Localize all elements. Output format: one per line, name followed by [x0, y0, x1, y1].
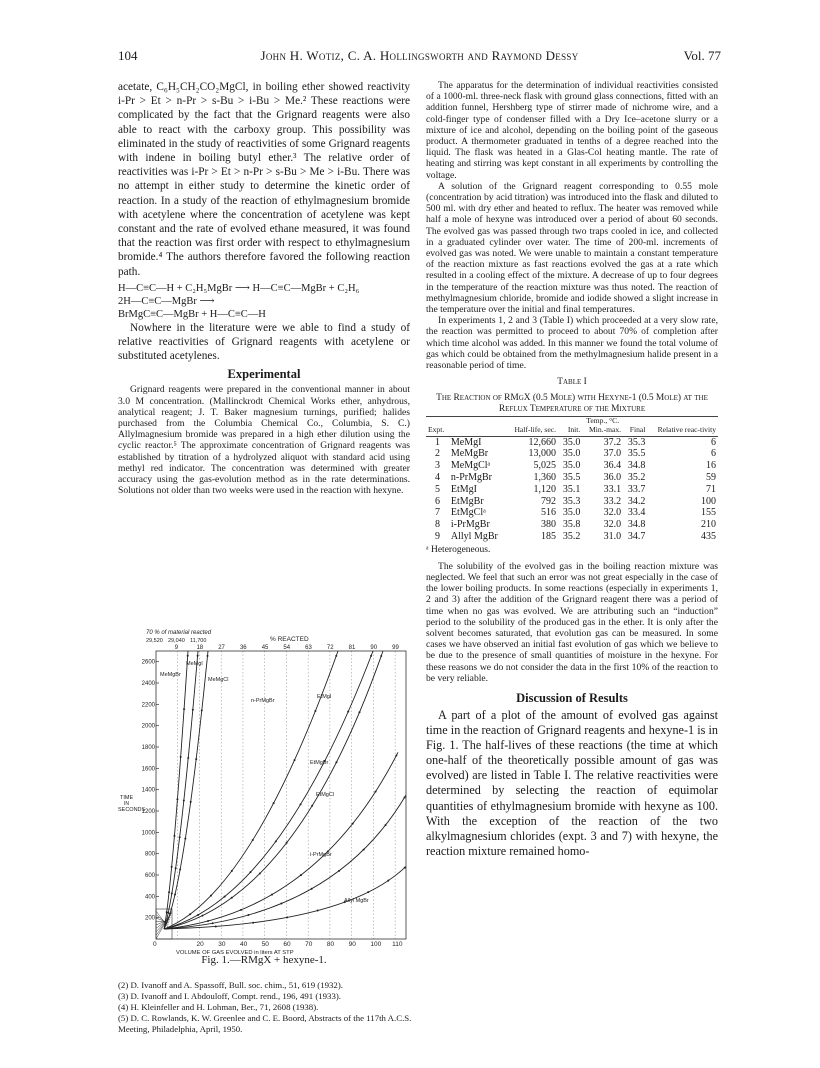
- table-cell: 37.2: [603, 436, 622, 448]
- table-cell: 33.4: [627, 507, 646, 519]
- th-min-max: Min.-max.: [589, 425, 622, 435]
- data-point: [210, 895, 212, 897]
- curve-label: EtMgI: [317, 694, 332, 700]
- data-point: [240, 909, 242, 911]
- data-point: [231, 897, 233, 899]
- fig-y-label-1: TIME: [120, 795, 134, 801]
- data-point: [175, 867, 177, 869]
- data-point: [380, 655, 382, 657]
- y-tick-label: 2200: [141, 702, 155, 709]
- reacted-tick-label: 99: [392, 645, 399, 651]
- experimental-heading: Experimental: [227, 367, 301, 382]
- figure-1-plot: [118, 624, 410, 959]
- data-point: [189, 913, 191, 915]
- data-point: [404, 867, 406, 869]
- x-tick-label: 50: [261, 941, 269, 948]
- table-cell: MeMgClᵃ: [450, 460, 491, 472]
- table-cell: 35.0: [562, 507, 581, 519]
- data-point: [335, 761, 337, 763]
- table-cell: EtMgBr: [450, 495, 484, 507]
- reacted-tick-label: 63: [305, 645, 312, 651]
- table-cell: 71: [706, 483, 716, 495]
- table-cell: 36.0: [603, 471, 622, 483]
- fig-y-label-3: SECONDS: [118, 807, 146, 813]
- y-tick-label: 1800: [141, 745, 155, 751]
- fig-y-label-2: IN: [124, 801, 129, 807]
- th-temp: Temp., °C.: [586, 415, 620, 425]
- table-cell: 6: [711, 448, 716, 460]
- reference-3: (3) D. Ivanoff and I. Abdouloff, Compt. rend., 196, 491 (1933).: [118, 991, 341, 1001]
- data-point: [207, 920, 209, 922]
- x-tick-label: 20: [196, 941, 204, 948]
- table-cell: Allyl MgBr: [450, 530, 498, 542]
- table-cell: 380: [541, 519, 556, 531]
- y-tick-label: 2600: [141, 659, 155, 666]
- data-point: [197, 655, 199, 657]
- data-point: [352, 823, 354, 825]
- curve-MeMgBr: [164, 651, 188, 929]
- table-cell: 59: [706, 471, 716, 483]
- x-tick-label: 30: [218, 941, 226, 948]
- data-point: [212, 922, 214, 924]
- y-tick-label: 1600: [141, 766, 155, 773]
- curve-Allyl MgBr: [164, 866, 406, 929]
- th-half-life: Half-life, sec.: [514, 425, 556, 435]
- table-cell: 155: [701, 507, 716, 519]
- table-cell: 185: [541, 530, 556, 542]
- curve-EtMgI: [164, 651, 373, 929]
- table-cell: 34.2: [627, 495, 646, 507]
- data-point: [370, 655, 372, 657]
- table-caption: The Reaction of RMgX (0.5 Mole) with Hexyne-1 (0.5 Mole) at the Reflux Temperature of the Mixture: [436, 392, 708, 415]
- reference-5: (5) D. C. Rowlands, K. W. Greenlee and C. E. Boord, Abstracts of the 117th A.C.S. Meeting, Philadelphia, April, 1950.: [118, 1013, 412, 1034]
- reacted-tick-label: 72: [326, 645, 334, 651]
- table-cell: 35.0: [562, 460, 581, 472]
- data-point: [311, 805, 313, 807]
- fig-top-value-1: 29,520: [146, 638, 163, 644]
- curve-label: i-PrMgBr: [310, 852, 332, 858]
- page-header: [118, 48, 721, 66]
- left-column: [118, 80, 410, 496]
- table-cell: 33.7: [627, 483, 646, 495]
- curve-n-PrMgBr: [164, 651, 338, 929]
- curve-MeMgCl: [164, 651, 208, 929]
- table-cell: 5,025: [533, 460, 556, 472]
- y-tick-label: 2000: [141, 723, 155, 730]
- table-cell: 1: [434, 436, 440, 448]
- table-title: Table I: [557, 377, 587, 388]
- data-point: [215, 925, 217, 927]
- reacted-tick-label: 9: [174, 645, 179, 651]
- th-expt: Expt.: [428, 425, 445, 435]
- reference-2: (2) D. Ivanoff and A. Spassoff, Bull. soc. chim., 51, 619 (1932).: [118, 980, 343, 990]
- table-row: [426, 448, 718, 460]
- table-cell: 5: [434, 483, 440, 495]
- table-cell: 8: [434, 519, 440, 531]
- x-tick-label: 100: [370, 941, 382, 948]
- table-cell: 6: [711, 436, 716, 448]
- table-cell: 516: [541, 507, 556, 519]
- data-point: [184, 838, 186, 840]
- table-cell: 34.8: [627, 519, 646, 531]
- table-cell: 33.1: [603, 483, 622, 495]
- data-point: [179, 836, 181, 838]
- data-point: [169, 913, 171, 915]
- table-cell: EtMgI: [450, 483, 477, 495]
- data-point: [187, 655, 189, 657]
- data-point: [335, 655, 337, 657]
- data-point: [317, 910, 319, 912]
- data-point: [174, 893, 176, 895]
- y-tick-label: 1400: [141, 787, 155, 794]
- data-point: [387, 880, 389, 882]
- volume-label: Vol. 77: [683, 48, 721, 63]
- table-cell: 36.4: [603, 460, 622, 472]
- data-point: [404, 796, 406, 798]
- curve-label: Allyl MgBr: [344, 898, 369, 904]
- table-row: [426, 484, 718, 496]
- reacted-tick-label: 90: [370, 645, 378, 651]
- data-point: [247, 914, 249, 916]
- y-tick-label: 1200: [141, 809, 155, 815]
- data-point: [286, 842, 288, 844]
- table-cell: n-PrMgBr: [450, 471, 493, 483]
- y-tick-label: 2400: [141, 681, 155, 687]
- th-final: Final: [629, 425, 646, 435]
- data-point: [190, 801, 192, 803]
- fig-top-value-3: 11,700: [190, 638, 207, 644]
- table-cell: 34.8: [627, 460, 646, 472]
- table-cell: 3: [434, 460, 440, 472]
- data-point: [195, 758, 197, 760]
- table-cell: 35.2: [627, 471, 646, 483]
- x-tick-label: 60: [283, 941, 291, 948]
- x-tick-label: 90: [348, 941, 356, 948]
- table-row: [426, 519, 718, 531]
- nowhere-paragraph: Nowhere in the literature were we able to find a study of relative reactivities of Grignard reagents with acetylene or substituted acetylenes.: [118, 321, 410, 363]
- data-point: [168, 891, 170, 893]
- table-cell: 31.0: [603, 530, 622, 542]
- curve-label: EtMgCl: [316, 792, 335, 798]
- y-tick-label: 800: [144, 851, 155, 858]
- x-tick-label: 70: [305, 941, 313, 948]
- table-cell: 4: [434, 471, 440, 483]
- solubility-paragraph: The solubility of the evolved gas in the boiling reaction mixture was neglected. We feel that such an error was not great especially in the case of the lower boiling products. In some reactions (especially in experiments 1, 2 and 3) after the addition of the Grignard reagent there was a period of time when no gas was evolved. We are attributing such an “induction” period to the solubility of the produced gas in the ether. It is only after the solvent becomes saturated, that evolution gas can be measured. In some cases we have observed an initial fast evolution of gas which we believe to be due to the presence of small quantities of moisture in the hexyne. For these reasons we do not consider the data in the first 10% of the reaction to be very reliable.: [426, 560, 718, 684]
- data-point: [171, 866, 173, 868]
- table-cell: 35.0: [562, 448, 581, 460]
- table-row: [426, 496, 718, 508]
- table-row: [426, 472, 718, 484]
- table-cell: 35.3: [627, 436, 646, 448]
- data-point: [300, 874, 302, 876]
- table-cell: 35.1: [562, 483, 581, 495]
- curve-EtMgBr: [164, 651, 383, 929]
- fig-top-value-2: 29,040: [168, 638, 185, 644]
- table-row: [426, 460, 718, 472]
- data-point: [363, 849, 365, 851]
- data-point: [252, 839, 254, 841]
- data-point: [224, 896, 226, 898]
- solution-paragraph: A solution of the Grignard reagent corresponding to 0.55 mole (concentration by acid titration) was introduced into the flask and diluted to 500 ml. with dry ether and heated to reflux. The heater was removed while half a mole of hexyne was introduced over a period of about 60 seconds. The evolved gas was passed through two traps cooled in ice, and collected in a graduated cylinder over water. The time of 200-ml. increments of evolved gas was noted. We were unable to maintain a constant temperature of the reaction mixture as fast reactions evolved the gas at a rate which resulted in a cooling effect of the mixture. A decrease of up to four degrees in the temperature of the reaction mixture was thus noted. The reaction of methylmagnesium chloride, bromide and iodide showed a slight increase in the temperature over the initial and final temperatures.: [426, 180, 718, 316]
- fig-reacted-label: % REACTED: [270, 636, 309, 643]
- data-point: [249, 871, 251, 873]
- table-cell: 35.3: [562, 495, 581, 507]
- table-cell: 32.0: [603, 507, 622, 519]
- th-relative-reactivity: Relative reac-tivity: [657, 425, 716, 435]
- x-tick-label: 80: [326, 941, 335, 948]
- th-init: Init.: [567, 425, 581, 435]
- experimental-paragraph: Grignard reagents were prepared in the conventional manner in about 3.0 M concentration. (Mallinckrodt Chemical Works ether, anhydrous, analytical reagent; J. T. Baker magnesium turnings, purified; halides purchased from the Columbia Chemical Co., Columbia, S. C.) Allylmagnesium bromide was prepared in a high ether dilution using the cyclic reactor.⁵ The approximate concentration of Grignard reagents was established by titration of a hydrolyzed aliquot with standard acid using methyl red indicator. The concentration was determined with greater accuracy using the gas-evolution method as in the rate determinations. Solutions not older than two weeks were used in the reaction with hexyne.: [118, 384, 410, 497]
- fig-top-label: 70 % of material reacted: [146, 630, 212, 636]
- data-point: [231, 870, 233, 872]
- data-point: [176, 798, 178, 800]
- table-cell: 1,360: [533, 471, 556, 483]
- table-cell: 37.0: [603, 448, 622, 460]
- y-tick-label: 400: [144, 894, 155, 901]
- running-title: John H. Wotiz, C. A. Hollingsworth and Raymond Dessy: [260, 48, 579, 63]
- data-point: [358, 711, 360, 713]
- table-cell: 435: [701, 530, 716, 542]
- table-cell: 32.0: [603, 519, 622, 531]
- table-cell: 35.5: [562, 471, 581, 483]
- table-cell: 1,120: [533, 483, 556, 495]
- table-cell: 7: [434, 507, 440, 519]
- equation-2b: BrMgC≡C—MgBr + H—C≡C—H: [118, 308, 266, 320]
- table-cell: 34.7: [627, 530, 646, 542]
- table-row: [426, 531, 718, 543]
- table-cell: MeMgI: [450, 436, 482, 448]
- equation-2a: 2H—C≡C—MgBr ⟶: [118, 295, 215, 307]
- curve-i-PrMgBr: [164, 795, 406, 929]
- data-point: [273, 802, 275, 804]
- table-cell: 13,000: [528, 448, 556, 460]
- x-tick-label: 0: [153, 941, 157, 948]
- curve-label: MeMgBr: [160, 672, 181, 678]
- reacted-tick-label: 18: [196, 645, 204, 651]
- references: [118, 980, 414, 1035]
- data-point: [187, 757, 189, 759]
- discussion-paragraph: A part of a plot of the amount of evolved gas against time in the reaction of Grignard reagents and hexyne-1 is in Fig. 1. The half-lives of these reactions (the time at which one-half of the theoretically possible amount of gas was evolved) are listed in Table I. The relative reactivities were determined by selecting the reaction of equimolar quantities of ethylmagnesium bromide with hexyne as 100. With the exception of the reaction of the two alkylmagnesium chlorides (expt. 3 and 7) with hexyne, the reaction mixture remained homo-: [426, 708, 718, 858]
- data-point: [171, 892, 173, 894]
- data-point: [207, 655, 209, 657]
- data-point: [271, 894, 273, 896]
- right-column: [426, 80, 718, 859]
- curve-label: MeMgI: [186, 661, 203, 667]
- reactivity-table: [426, 416, 718, 543]
- data-point: [275, 840, 277, 842]
- y-tick-label: 1000: [141, 830, 155, 837]
- data-point: [192, 709, 194, 711]
- x-tick-label: 40: [239, 941, 248, 948]
- fig-x-axis-label: VOLUME OF GAS EVOLVED in liters AT STP: [176, 950, 294, 956]
- table-footnote: ᵃ Heterogeneous.: [426, 544, 491, 555]
- data-point: [259, 872, 261, 874]
- discussion-heading: Discussion of Results: [516, 691, 628, 705]
- table-cell: MeMgBr: [450, 448, 489, 460]
- data-point: [395, 755, 397, 757]
- table-cell: EtMgClᵃ: [450, 507, 486, 519]
- figure-caption: Fig. 1.—RMgX + hexyne-1.: [201, 954, 327, 966]
- data-point: [375, 791, 377, 793]
- data-point: [384, 824, 386, 826]
- data-point: [180, 756, 182, 758]
- data-point: [367, 891, 369, 893]
- data-point: [173, 835, 175, 837]
- table-cell: 16: [706, 460, 716, 472]
- table-cell: 9: [434, 530, 440, 542]
- plot-frame: [156, 651, 406, 939]
- data-point: [311, 888, 313, 890]
- table-cell: 35.5: [627, 448, 646, 460]
- data-point: [347, 711, 349, 713]
- data-point: [183, 800, 185, 802]
- data-point: [252, 922, 254, 924]
- y-tick-label: 200: [144, 915, 155, 922]
- curve-label: MeMgCl: [208, 677, 229, 683]
- table-row: [426, 507, 718, 519]
- reacted-tick-label: 36: [239, 645, 247, 651]
- data-point: [338, 870, 340, 872]
- reacted-tick-label: 81: [348, 645, 356, 651]
- table-cell: 12,660: [528, 436, 556, 448]
- data-point: [179, 869, 181, 871]
- data-point: [201, 915, 203, 917]
- table-cell: 35.8: [562, 519, 581, 531]
- data-point: [183, 708, 185, 710]
- data-point: [294, 759, 296, 761]
- table-cell: 792: [541, 495, 556, 507]
- page-number: 104: [118, 48, 138, 63]
- data-point: [201, 709, 203, 711]
- reacted-tick-label: 27: [218, 645, 225, 651]
- equation-1: H—C≡C—H + C₂H₅MgBr ⟶ H—C≡C—MgBr + C₂H₆: [118, 282, 360, 294]
- table-cell: 100: [701, 495, 716, 507]
- data-point: [197, 914, 199, 916]
- data-point: [167, 912, 169, 914]
- curve-label: EtMgBr: [310, 760, 329, 766]
- table-cell: 35.0: [562, 436, 581, 448]
- table-cell: 6: [434, 495, 440, 507]
- curve-MeMgI: [164, 651, 198, 929]
- table-cell: 2: [434, 448, 440, 460]
- apparatus-paragraph: The apparatus for the determination of individual reactivities consisted of a 1000-ml. three-neck flask with ground glass connections, fitted with an addition funnel, Hershberg type of stirrer made of nichrome wire, and a cold-finger type of condenser filled with a Dry Ice–acetone slurry or a mixture of ice and alcohol, depending on the boiling point of the gaseous product. A thermometer graduated in tenths of a degree reached into the liquid. The flask was heated in a Glas-Col heating mantle. The rate of heating and stirring was kept constant in all experiments by controlling the voltage.: [426, 80, 718, 181]
- table-cell: 210: [701, 519, 716, 531]
- data-point: [300, 803, 302, 805]
- reacted-tick-label: 45: [261, 645, 269, 651]
- reference-4: (4) H. Kleinfeller and H. Lohman, Ber., 71, 2608 (1938).: [118, 1002, 319, 1012]
- y-tick-label: 600: [144, 873, 155, 879]
- curve-label: n-PrMgBr: [251, 698, 275, 704]
- experiments-paragraph: In experiments 1, 2 and 3 (Table I) which proceeded at a very slow rate, the reaction was permitted to proceed to about 70% of completion after which time alcohol was added. In this manner we found the total volume of gas which could be obtained from the methylmagnesium halide present in a reasonable period of time.: [426, 315, 718, 372]
- table-cell: 33.2: [603, 495, 622, 507]
- intro-paragraph: acetate, C₆H₅CH₂CO₂MgCl, in boiling ether showed reactivity i-Pr > Et > n-Pr > s-Bu > i-Bu > Me.² These reactions were complicated by the fact that the Grignard reagents were also able to react with the carboxy group. This possibility was eliminated in the study of reactivities of some Grignard reagents with indene in boiling butyl ether.³ The relative order of reactivities was i-Pr > Et > n-Pr > s-Bu > Me > i-Bu. There was no attempt in either study to determine the kinetic order of reaction. In a study of the reaction of ethylmagnesium bromide with acetylene where the concentration of acetylene was kept constant and the rate of evolved ethane measured, it was found that the reaction was first order with respect to ethylmagnesium bromide.⁴ The authors therefore favored the following reaction path.: [118, 81, 410, 278]
- table-row: [426, 436, 718, 448]
- x-tick-label: 110: [392, 941, 403, 948]
- table-cell: 35.2: [562, 530, 581, 542]
- data-point: [286, 916, 288, 918]
- reacted-tick-label: 54: [283, 645, 291, 651]
- data-point: [280, 903, 282, 905]
- table-cell: i-PrMgBr: [450, 519, 490, 531]
- data-point: [314, 710, 316, 712]
